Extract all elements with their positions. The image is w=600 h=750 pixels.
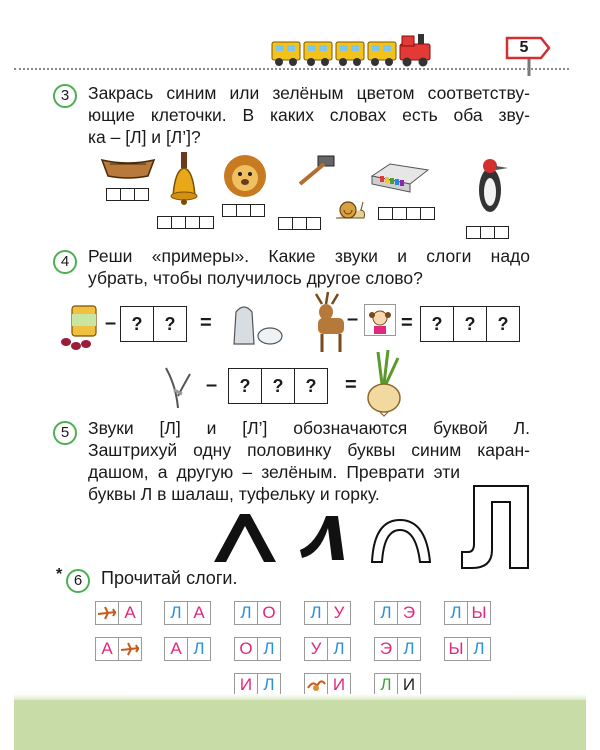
onion-picture (362, 348, 406, 423)
task-3-line: Закрась синим или зелёным цветом соответству- (88, 83, 530, 103)
syllable-letter: А (164, 637, 188, 661)
syllable-letter: Л (234, 601, 258, 625)
task-6-title: Прочитай слоги. (101, 568, 238, 588)
task-4-text (88, 245, 530, 289)
question-mark: ? (497, 314, 509, 334)
elk-picture (308, 290, 352, 359)
page-number: 5 (519, 39, 529, 56)
hammer-picture (296, 154, 336, 193)
syllable-letter: О (234, 637, 258, 661)
salt-shaker-picture (226, 300, 286, 351)
task-5-line: буквы Л в шалаш, туфельку и горку. (88, 484, 380, 504)
syllable-card[interactable] (95, 601, 141, 625)
pencils-sound-cells[interactable] (378, 207, 435, 220)
letter-l-outline[interactable] (458, 484, 532, 575)
boat-picture (100, 152, 156, 187)
syllable-card[interactable] (234, 601, 280, 625)
syllable-card[interactable] (304, 601, 350, 625)
syllable-card[interactable] (444, 637, 490, 661)
syllable-card[interactable] (95, 637, 141, 661)
syllable-letter: Л (187, 637, 211, 661)
lion-picture (222, 152, 268, 207)
task-4-line: Реши «примеры». Какие звуки и слоги надо (88, 246, 530, 266)
syllable-letter: Л (257, 637, 281, 661)
syllable-card[interactable] (304, 637, 350, 661)
lion-sound-cells[interactable] (222, 204, 265, 217)
syllable-card[interactable] (374, 601, 420, 625)
train-illustration (268, 30, 438, 70)
task-6-number: 6 (66, 569, 90, 593)
syllable-letter: Л (257, 673, 281, 697)
girl-picture (364, 304, 396, 336)
task-5-line: дашом, а другую – зелёным. Преврати эти (88, 462, 460, 482)
syllable-letter: И (397, 673, 421, 697)
task-3-number: 3 (53, 84, 77, 108)
syllable-letter: У (304, 637, 328, 661)
task-5-number: 5 (53, 421, 77, 445)
syllable-card[interactable] (164, 637, 210, 661)
syllable-letter: Л (374, 601, 398, 625)
syllable-letter: А (118, 601, 142, 625)
equals-sign: = (401, 312, 413, 334)
beans-can-picture (58, 302, 102, 357)
syllable-letter: Ы (444, 637, 468, 661)
syllable-letter: Л (397, 637, 421, 661)
slingshot-picture (160, 366, 194, 415)
woodpecker-picture (470, 154, 510, 227)
syllable-letter: Л (444, 601, 468, 625)
syllable-letter: Ы (467, 601, 491, 625)
question-mark: ? (262, 369, 295, 403)
syllable-letter: И (327, 673, 351, 697)
letter-l-shoe-shape[interactable] (298, 514, 352, 567)
syllable-card[interactable] (234, 637, 280, 661)
syllable-letter: Л (164, 601, 188, 625)
syllable-letter: О (257, 601, 281, 625)
question-mark: ? (421, 307, 454, 341)
pencils-picture (370, 160, 430, 201)
answer-box-3[interactable] (228, 368, 328, 404)
syllable-card[interactable] (374, 637, 420, 661)
task-5-line: Заштрихуй одну половинку буквы синим каран- (88, 440, 530, 460)
footer-band (14, 700, 586, 750)
bell-sound-cells[interactable] (157, 216, 214, 229)
task-3-text (88, 82, 530, 148)
task-5-line: Звуки [Л] и [Л’] обозначаются буквой Л. (88, 418, 530, 438)
equals-sign: = (345, 374, 357, 396)
header-divider (14, 68, 569, 70)
hammer-sound-cells[interactable] (278, 217, 321, 230)
question-mark: ? (454, 307, 487, 341)
syllable-letter: Э (374, 637, 398, 661)
syllable-card[interactable] (444, 601, 490, 625)
question-mark: ? (305, 376, 317, 396)
snail-picture (334, 198, 368, 227)
syllable-letter: Л (327, 637, 351, 661)
syllable-letter: И (234, 673, 258, 697)
equals-sign: = (200, 312, 212, 334)
task-4-line: убрать, чтобы получилось другое слово? (88, 268, 423, 288)
syllable-letter: Л (374, 673, 398, 697)
optional-task-star: * (56, 566, 63, 583)
woodpecker-sound-cells[interactable] (466, 226, 509, 239)
airplane-icon (95, 601, 119, 625)
minus-sign: – (206, 374, 218, 396)
task-4-number: 4 (53, 250, 77, 274)
minus-sign: – (347, 308, 359, 330)
question-mark: ? (229, 369, 262, 403)
syllable-letter: Л (304, 601, 328, 625)
syllable-card[interactable] (164, 601, 210, 625)
syllable-letter: У (327, 601, 351, 625)
task-3-line: ка – [Л] и [Л’]? (88, 127, 201, 147)
letter-l-tent-shape[interactable] (214, 510, 278, 569)
question-mark: ? (164, 314, 176, 334)
syllable-letter: Э (397, 601, 421, 625)
syllable-letter: А (95, 637, 119, 661)
task-3-line: ющие клеточки. В каких словах есть оба зву- (88, 105, 530, 125)
syllable-letter: А (187, 601, 211, 625)
page-number-flag (505, 36, 551, 60)
answer-box-1[interactable] (120, 306, 187, 342)
answer-box-2[interactable] (420, 306, 520, 342)
boat-sound-cells[interactable] (106, 188, 149, 201)
question-mark: ? (121, 307, 154, 341)
minus-sign: – (105, 312, 117, 334)
bell-picture (165, 152, 205, 213)
airplane-icon (118, 637, 142, 661)
letter-l-hill-outline[interactable] (368, 516, 434, 569)
syllable-letter: Л (467, 637, 491, 661)
